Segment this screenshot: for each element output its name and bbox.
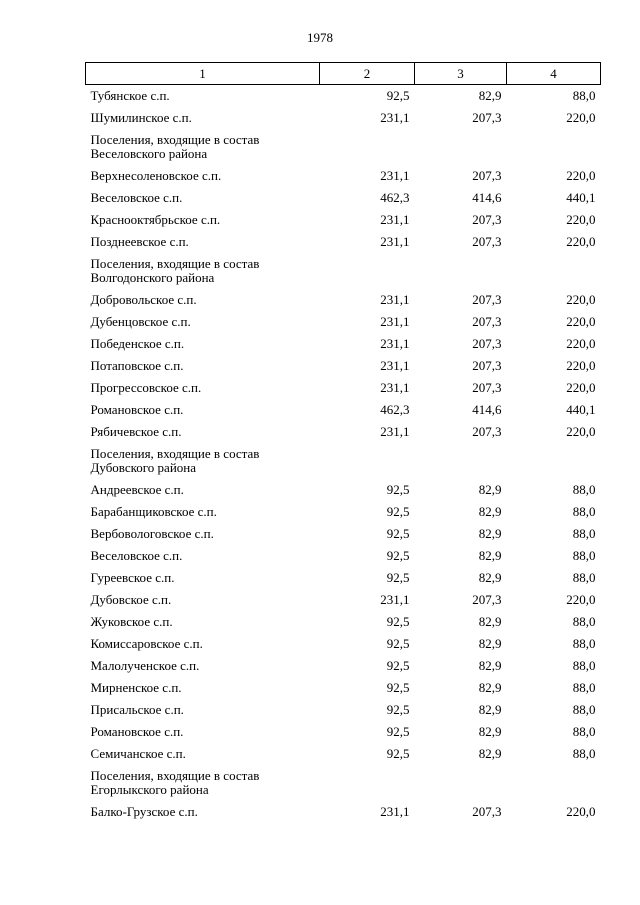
value-column-4: 88,0 <box>572 636 596 651</box>
value-column-4: 88,0 <box>572 746 596 761</box>
settlement-name: Малолученское с.п. <box>90 658 200 673</box>
table-row <box>86 567 601 589</box>
table-row <box>86 589 601 611</box>
value-column-3: 207,3 <box>472 292 502 307</box>
settlement-name: Шумилинское с.п. <box>90 110 192 125</box>
value-column-3: 207,3 <box>472 234 502 249</box>
column-header-3: 3 <box>415 63 507 85</box>
settlement-name: Дубовское с.п. <box>90 592 172 607</box>
table-row <box>86 85 601 108</box>
value-column-4: 88,0 <box>572 504 596 519</box>
group-heading <box>86 765 601 801</box>
settlement-name: Присальское с.п. <box>90 702 184 717</box>
table-row <box>86 377 601 399</box>
value-column-3: 82,9 <box>478 636 502 651</box>
value-column-2: 92,5 <box>386 88 410 103</box>
settlement-name: Романовское с.п. <box>90 724 184 739</box>
settlement-name: Позднеевское с.п. <box>90 234 189 249</box>
value-column-2: 231,1 <box>380 336 410 351</box>
group-heading-line-1: Поселения, входящие в состав <box>90 446 260 461</box>
group-heading-line-2: Волгодонского района <box>90 270 215 285</box>
value-column-3: 82,9 <box>478 548 502 563</box>
value-column-3: 207,3 <box>472 314 502 329</box>
value-column-3: 207,3 <box>472 380 502 395</box>
table-row <box>86 633 601 655</box>
group-heading <box>86 443 601 479</box>
table-row <box>86 545 601 567</box>
value-column-2: 231,1 <box>380 314 410 329</box>
value-column-3: 82,9 <box>478 614 502 629</box>
group-heading-row <box>86 129 601 165</box>
value-column-2: 231,1 <box>380 292 410 307</box>
settlement-name: Верхнесоленовское с.п. <box>90 168 222 183</box>
table-row <box>86 677 601 699</box>
settlement-name: Вербовологовское с.п. <box>90 526 214 541</box>
table-row <box>86 721 601 743</box>
group-heading-row <box>86 765 601 801</box>
value-column-4: 220,0 <box>566 110 596 125</box>
value-column-3: 82,9 <box>478 680 502 695</box>
settlement-name: Веселовское с.п. <box>90 190 183 205</box>
value-column-4: 88,0 <box>572 482 596 497</box>
value-column-4: 88,0 <box>572 658 596 673</box>
value-column-4: 88,0 <box>572 680 596 695</box>
value-column-3: 82,9 <box>478 702 502 717</box>
table-row <box>86 311 601 333</box>
value-column-2: 92,5 <box>386 680 410 695</box>
value-column-2: 462,3 <box>380 190 410 205</box>
table-row <box>86 421 601 443</box>
value-column-4: 220,0 <box>566 168 596 183</box>
value-column-3: 207,3 <box>472 212 502 227</box>
value-column-2: 231,1 <box>380 168 410 183</box>
settlement-name: Прогрессовское с.п. <box>90 380 202 395</box>
value-column-4: 440,1 <box>566 190 596 205</box>
table-row <box>86 479 601 501</box>
column-header-2: 2 <box>320 63 415 85</box>
group-heading-row <box>86 443 601 479</box>
group-heading-line-1: Поселения, входящие в состав <box>90 768 260 783</box>
group-heading-line-2: Веселовского района <box>90 146 208 161</box>
group-heading-line-1: Поселения, входящие в состав <box>90 132 260 147</box>
value-column-3: 207,3 <box>472 804 502 819</box>
settlement-name: Добровольское с.п. <box>90 292 197 307</box>
value-column-2: 92,5 <box>386 526 410 541</box>
settlement-name: Семичанское с.п. <box>90 746 186 761</box>
table-row <box>86 231 601 253</box>
value-column-3: 82,9 <box>478 526 502 541</box>
table-row <box>86 187 601 209</box>
table-row <box>86 399 601 421</box>
table-row <box>86 501 601 523</box>
table-row <box>86 165 601 187</box>
table-row <box>86 611 601 633</box>
value-column-2: 92,5 <box>386 724 410 739</box>
group-heading-row <box>86 253 601 289</box>
value-column-3: 207,3 <box>472 110 502 125</box>
value-column-2: 92,5 <box>386 548 410 563</box>
value-column-4: 220,0 <box>566 314 596 329</box>
value-column-2: 231,1 <box>380 110 410 125</box>
value-column-2: 231,1 <box>380 804 410 819</box>
value-column-2: 231,1 <box>380 234 410 249</box>
value-column-2: 462,3 <box>380 402 410 417</box>
group-heading <box>86 129 601 165</box>
value-column-3: 207,3 <box>472 424 502 439</box>
value-column-2: 92,5 <box>386 658 410 673</box>
settlement-name: Потаповское с.п. <box>90 358 184 373</box>
table-row <box>86 743 601 765</box>
value-column-3: 82,9 <box>478 482 502 497</box>
value-column-3: 414,6 <box>472 402 502 417</box>
settlement-name: Мирненское с.п. <box>90 680 182 695</box>
value-column-4: 220,0 <box>566 234 596 249</box>
settlement-name: Тубянское с.п. <box>90 88 170 103</box>
value-column-3: 414,6 <box>472 190 502 205</box>
value-column-2: 231,1 <box>380 592 410 607</box>
table-row <box>86 655 601 677</box>
value-column-4: 88,0 <box>572 88 596 103</box>
value-column-3: 207,3 <box>472 168 502 183</box>
value-column-3: 82,9 <box>478 724 502 739</box>
value-column-4: 220,0 <box>566 212 596 227</box>
settlement-name: Комиссаровское с.п. <box>90 636 203 651</box>
value-column-3: 82,9 <box>478 746 502 761</box>
value-column-4: 220,0 <box>566 292 596 307</box>
value-column-3: 82,9 <box>478 570 502 585</box>
value-column-2: 92,5 <box>386 702 410 717</box>
group-heading-line-1: Поселения, входящие в состав <box>90 256 260 271</box>
settlement-name: Веселовское с.п. <box>90 548 183 563</box>
value-column-2: 92,5 <box>386 636 410 651</box>
value-column-3: 82,9 <box>478 504 502 519</box>
group-heading-line-2: Егорлыкского района <box>90 782 209 797</box>
value-column-2: 92,5 <box>386 570 410 585</box>
value-column-4: 88,0 <box>572 702 596 717</box>
column-header-1: 1 <box>86 63 320 85</box>
table-row <box>86 107 601 129</box>
settlement-name: Краснооктябрьское с.п. <box>90 212 221 227</box>
table-row <box>86 355 601 377</box>
value-column-4: 440,1 <box>566 402 596 417</box>
value-column-4: 220,0 <box>566 358 596 373</box>
value-column-4: 88,0 <box>572 548 596 563</box>
value-column-4: 220,0 <box>566 592 596 607</box>
table-row <box>86 801 601 823</box>
value-column-2: 92,5 <box>386 614 410 629</box>
group-heading-line-2: Дубовского района <box>90 460 197 475</box>
value-column-2: 92,5 <box>386 482 410 497</box>
settlement-name: Жуковское с.п. <box>90 614 173 629</box>
settlement-name: Рябичевское с.п. <box>90 424 182 439</box>
table-row <box>86 209 601 231</box>
table-row <box>86 289 601 311</box>
value-column-2: 92,5 <box>386 504 410 519</box>
value-column-4: 88,0 <box>572 570 596 585</box>
table-header-row <box>86 63 601 85</box>
table-row <box>86 523 601 545</box>
settlement-name: Романовское с.п. <box>90 402 184 417</box>
settlement-name: Гуреевское с.п. <box>90 570 175 585</box>
table-row <box>86 333 601 355</box>
value-column-3: 207,3 <box>472 336 502 351</box>
settlement-name: Андреевское с.п. <box>90 482 184 497</box>
settlement-name: Дубенцовское с.п. <box>90 314 191 329</box>
allocation-table <box>85 62 601 823</box>
value-column-4: 88,0 <box>572 614 596 629</box>
settlement-name: Победенское с.п. <box>90 336 185 351</box>
value-column-4: 220,0 <box>566 424 596 439</box>
settlement-name: Барабанщиковское с.п. <box>90 504 217 519</box>
value-column-4: 220,0 <box>566 380 596 395</box>
page-number: 1978 <box>307 30 333 45</box>
value-column-3: 207,3 <box>472 592 502 607</box>
table-row <box>86 699 601 721</box>
settlement-name: Балко-Грузское с.п. <box>90 804 198 819</box>
value-column-4: 220,0 <box>566 336 596 351</box>
value-column-2: 231,1 <box>380 424 410 439</box>
value-column-2: 92,5 <box>386 746 410 761</box>
value-column-2: 231,1 <box>380 358 410 373</box>
value-column-2: 231,1 <box>380 380 410 395</box>
table-body <box>86 85 601 824</box>
group-heading <box>86 253 601 289</box>
value-column-4: 220,0 <box>566 804 596 819</box>
value-column-3: 207,3 <box>472 358 502 373</box>
value-column-3: 82,9 <box>478 658 502 673</box>
value-column-4: 88,0 <box>572 526 596 541</box>
value-column-4: 88,0 <box>572 724 596 739</box>
value-column-2: 231,1 <box>380 212 410 227</box>
value-column-3: 82,9 <box>478 88 502 103</box>
column-header-4: 4 <box>507 63 601 85</box>
